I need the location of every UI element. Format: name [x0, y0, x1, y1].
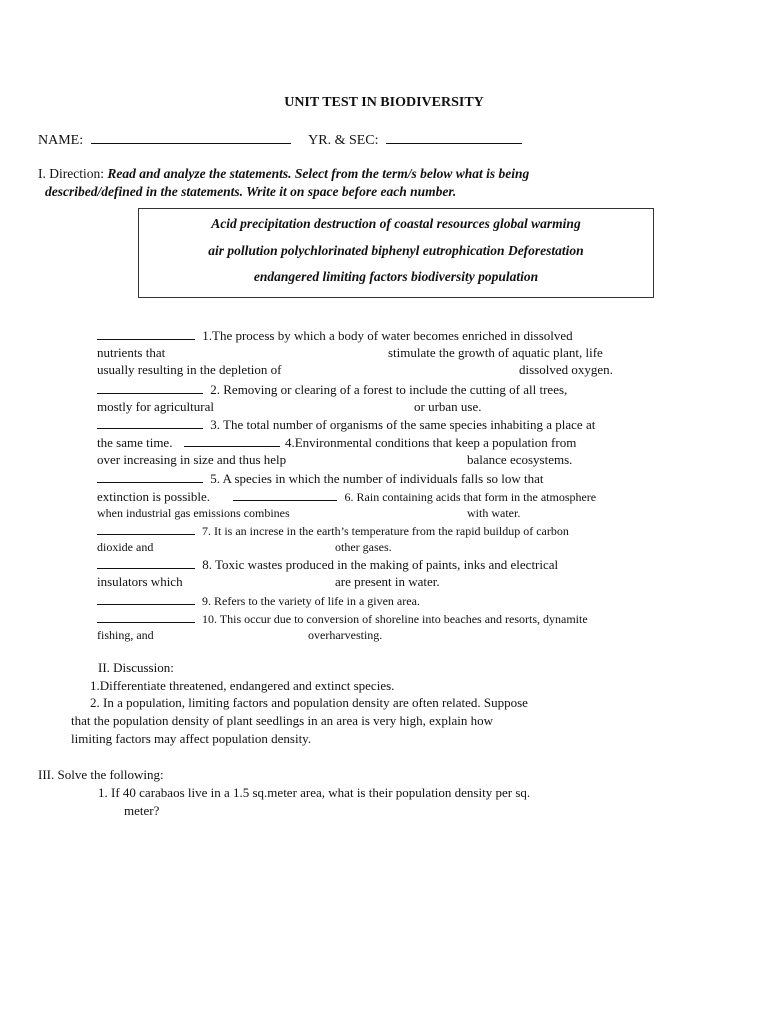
statement-text: stimulate the growth of aquatic plant, life [388, 345, 603, 360]
statement-text: 1.The process by which a body of water becomes enriched in dissolved [202, 328, 573, 343]
terms-line: air pollution polychlorinated biphenyl eutrophication Deforestation [208, 243, 584, 258]
statement-line [335, 574, 440, 590]
statement-text: dioxide and [97, 540, 154, 554]
name-field[interactable] [91, 131, 291, 144]
statement-line [97, 452, 286, 468]
statement-text: 2. Removing or clearing of a forest to include the cutting of all trees, [210, 382, 568, 397]
statement-line [519, 362, 613, 378]
discussion-heading: II. Discussion: [98, 660, 174, 675]
statement-text: 4.Environmental conditions that keep a population from [284, 435, 577, 450]
statement-line [97, 362, 282, 378]
yr-sec-label: YR. & SEC: [308, 133, 379, 148]
answer-blank-1[interactable] [97, 327, 195, 340]
answer-blank-9[interactable] [97, 592, 195, 605]
statement-line [97, 539, 153, 555]
statement-text: 7. It is an increse in the earth’s temperature from the rapid buildup of carbon [202, 524, 569, 538]
statement-text: overharvesting. [308, 628, 383, 642]
statement-text: or urban use. [414, 399, 482, 414]
statement-line [97, 610, 588, 627]
statement-text: dissolved oxygen. [519, 362, 613, 377]
statement-line [97, 381, 567, 398]
direction-text-2: described/defined in the statements. Write it on space before each number. [45, 184, 457, 199]
statement-text: with water. [467, 506, 521, 520]
statement-text: mostly for agricultural [97, 399, 214, 414]
terms-line: endangered limiting factors biodiversity population [253, 269, 539, 284]
statement-line [97, 627, 154, 643]
answer-blank-2[interactable] [97, 381, 203, 394]
name-label: NAME: [38, 133, 84, 148]
statement-line [97, 345, 165, 361]
answer-blank-6[interactable] [233, 488, 337, 501]
solve-question: 1. If 40 carabaos live in a 1.5 sq.meter area, what is their population density per sq. [98, 785, 531, 800]
statement-line [97, 556, 558, 573]
statement-line [97, 522, 569, 539]
statement-text: 10. This occur due to conversion of shoreline into beaches and resorts, dynamite [202, 612, 588, 626]
statement-text: 9. Refers to the variety of life in a given area. [202, 594, 420, 608]
answer-blank-3[interactable] [97, 416, 203, 429]
discussion-question: 2. In a population, limiting factors and population density are often related. Suppose [90, 695, 528, 710]
solve-heading: III. Solve the following: [38, 767, 164, 782]
answer-blank-8[interactable] [97, 556, 195, 569]
answer-blank-10[interactable] [97, 610, 195, 623]
statement-line [388, 345, 603, 361]
statement-text: over increasing in size and thus help [97, 452, 287, 467]
statement-text: insulators which [97, 574, 183, 589]
statement-line [467, 505, 520, 521]
statement-line [97, 592, 420, 609]
statement-text: 6. Rain containing acids that form in the atmosphere [344, 490, 597, 504]
answer-blank-4[interactable] [184, 434, 280, 447]
yr-sec-field[interactable] [386, 131, 522, 144]
terms-line: Acid precipitation destruction of coastal resources global warming [211, 216, 581, 231]
statement-line [308, 627, 382, 643]
discussion-question: 1.Differentiate threatened, endangered and extinct species. [90, 678, 395, 693]
statement-line [97, 488, 596, 505]
statement-line [97, 399, 214, 415]
statement-text: when industrial gas emissions combines [97, 506, 290, 520]
statement-line [335, 539, 392, 555]
statement-line [97, 574, 183, 590]
statement-text: fishing, and [97, 628, 154, 642]
statement-line [97, 416, 595, 433]
statement-line [97, 505, 290, 521]
direction-line-1 [38, 166, 529, 182]
discussion-question: limiting factors may affect population density. [71, 731, 312, 746]
statement-line [97, 434, 576, 451]
statement-text: the same time. [97, 435, 173, 450]
statement-text: usually resulting in the depletion of [97, 362, 282, 377]
statement-line [97, 470, 544, 487]
direction-label: I. Direction: [38, 166, 104, 181]
statement-text: are present in water. [335, 574, 440, 589]
solve-question: meter? [124, 803, 160, 818]
statement-text: other gases. [335, 540, 392, 554]
answer-blank-7[interactable] [97, 522, 195, 535]
discussion-question: that the population density of plant seedlings in an area is very high, explain how [71, 713, 494, 728]
header-line [38, 131, 522, 149]
statement-text: extinction is possible. [97, 489, 211, 504]
direction-text-1: Read and analyze the statements. Select from the term/s below what is being [107, 166, 530, 181]
answer-blank-5[interactable] [97, 470, 203, 483]
statement-text: 5. A species in which the number of individuals falls so low that [210, 471, 544, 486]
statement-text: nutrients that [97, 345, 166, 360]
page-title: UNIT TEST IN BIODIVERSITY [284, 95, 484, 110]
terms-box [138, 208, 654, 298]
statement-line [97, 327, 573, 344]
statement-text: balance ecosystems. [467, 452, 573, 467]
statement-text: 3. The total number of organisms of the same species inhabiting a place at [210, 417, 596, 432]
statement-text: 8. Toxic wastes produced in the making of paints, inks and electrical [202, 557, 559, 572]
statement-line [414, 399, 482, 415]
statement-line [467, 452, 572, 468]
